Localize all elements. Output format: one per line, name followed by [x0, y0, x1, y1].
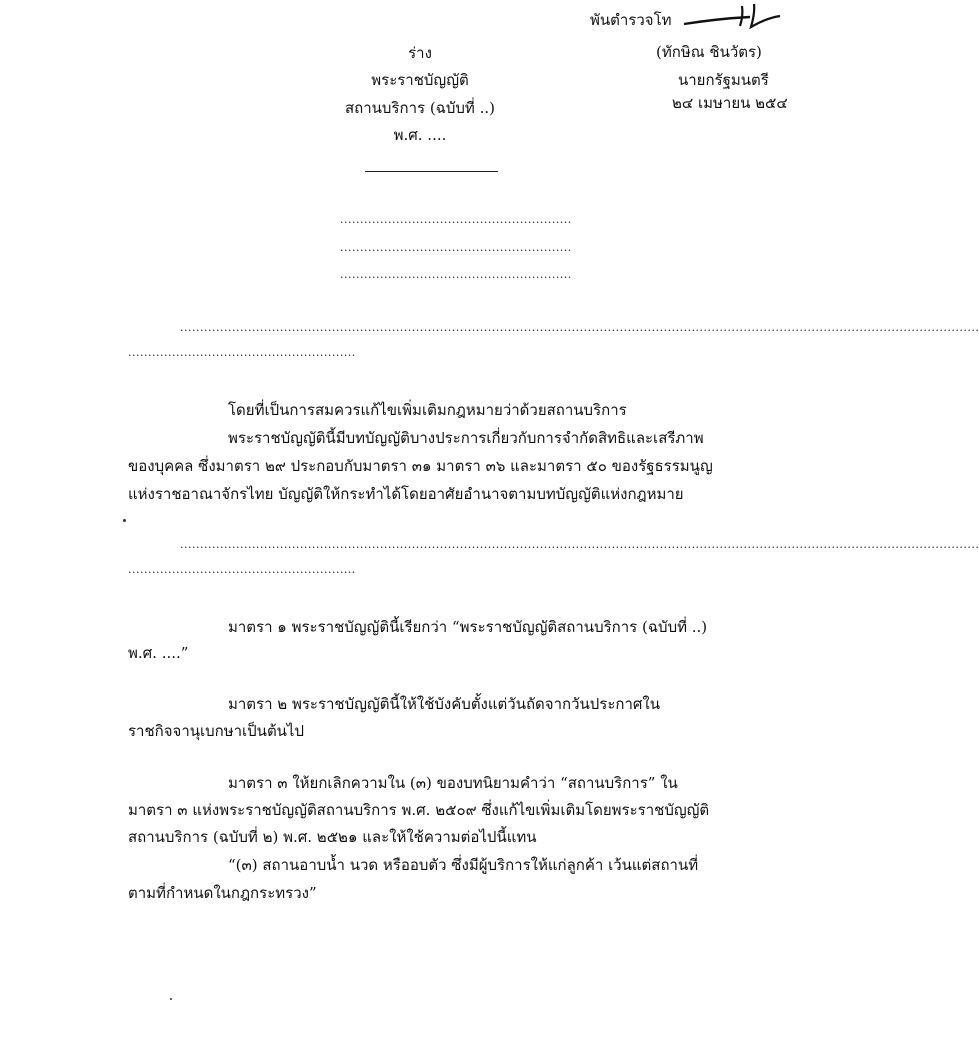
placeholder-dots-4: ........................................................................................................................................................................................................ — [180, 321, 979, 334]
preamble-line-3: ของบุคคล ซึ่งมาตรา ๒๙ ประกอบกับมาตรา ๓๑ มาตรา ๓๖ และมาตรา ๕๐ ของรัฐธรรมนูญ — [128, 457, 713, 475]
signature-date: ๒๔ เมษายน ๒๕๔ — [672, 94, 788, 112]
placeholder-dots-2: .......................................................... — [340, 241, 572, 254]
section-2-line-1: มาตรา ๒ พระราชบัญญัตินี้ให้ใช้บังคับตั้งแต่วันถัดจากวันประกาศใน — [228, 695, 660, 713]
signatory-rank: พันตำรวจโท — [590, 11, 672, 29]
section-3-quote-line-1: “(๓) สถานอาบน้ำ นวด หรืออบตัว ซึ่งมีผู้บริการให้แก่ลูกค้า เว้นแต่สถานที่ — [228, 856, 699, 874]
placeholder-dots-7: ......................................................... — [128, 563, 356, 576]
act-type-title: พระราชบัญญัติ — [371, 71, 469, 89]
placeholder-dots-3: .......................................................... — [340, 268, 572, 281]
preamble-line-4: แห่งราชอาณาจักรไทย บัญญัติให้กระทำได้โดยอาศัยอำนาจตามบทบัญญัติแห่งกฎหมาย — [128, 485, 684, 503]
section-2-line-2: ราชกิจจานุเบกษาเป็นต้นไป — [128, 722, 305, 740]
section-3-line-1: มาตรา ๓ ให้ยกเลิกความใน (๓) ของบทนิยามคำว่า “สถานบริการ” ใน — [228, 774, 678, 792]
section-1-line-1: มาตรา ๑ พระราชบัญญัตินี้เรียกว่า “พระราชบัญญัติสถานบริการ (ฉบับที่ ..) — [228, 618, 708, 636]
act-year: พ.ศ. .... — [393, 126, 447, 144]
section-3-quote-line-2: ตามที่กำหนดในกฎกระทรวง” — [128, 884, 317, 902]
placeholder-dots-5: ......................................................... — [128, 346, 356, 359]
draft-label: ร่าง — [408, 44, 432, 62]
section-3-line-2: มาตรา ๓ แห่งพระราชบัญญัติสถานบริการ พ.ศ. ๒๕๐๙ ซึ่งแก้ไขเพิ่มเติมโดยพระราชบัญญัติ — [128, 801, 710, 819]
scan-speck — [170, 998, 172, 1000]
placeholder-dots-1: .......................................................... — [340, 213, 572, 226]
signatory-name: (ทักษิณ ชินวัตร) — [656, 43, 762, 61]
section-3-line-3: สถานบริการ (ฉบับที่ ๒) พ.ศ. ๒๕๒๑ และให้ใช้ความต่อไปนี้แทน — [128, 828, 537, 846]
scan-speck — [123, 519, 126, 522]
placeholder-dots-6: ........................................................................................................................................................................................................ — [180, 538, 979, 551]
heading-divider — [365, 171, 498, 172]
handwritten-signature — [680, 0, 790, 34]
section-1-line-2: พ.ศ. ....” — [128, 644, 189, 662]
preamble-line-2: พระราชบัญญัตินี้มีบทบัญญัติบางประการเกี่ยวกับการจำกัดสิทธิและเสรีภาพ — [228, 429, 704, 447]
act-name-title: สถานบริการ (ฉบับที่ ..) — [345, 99, 495, 117]
signatory-position: นายกรัฐมนตรี — [678, 71, 769, 89]
preamble-line-1: โดยที่เป็นการสมควรแก้ไขเพิ่มเติมกฎหมายว่าด้วยสถานบริการ — [228, 401, 627, 419]
